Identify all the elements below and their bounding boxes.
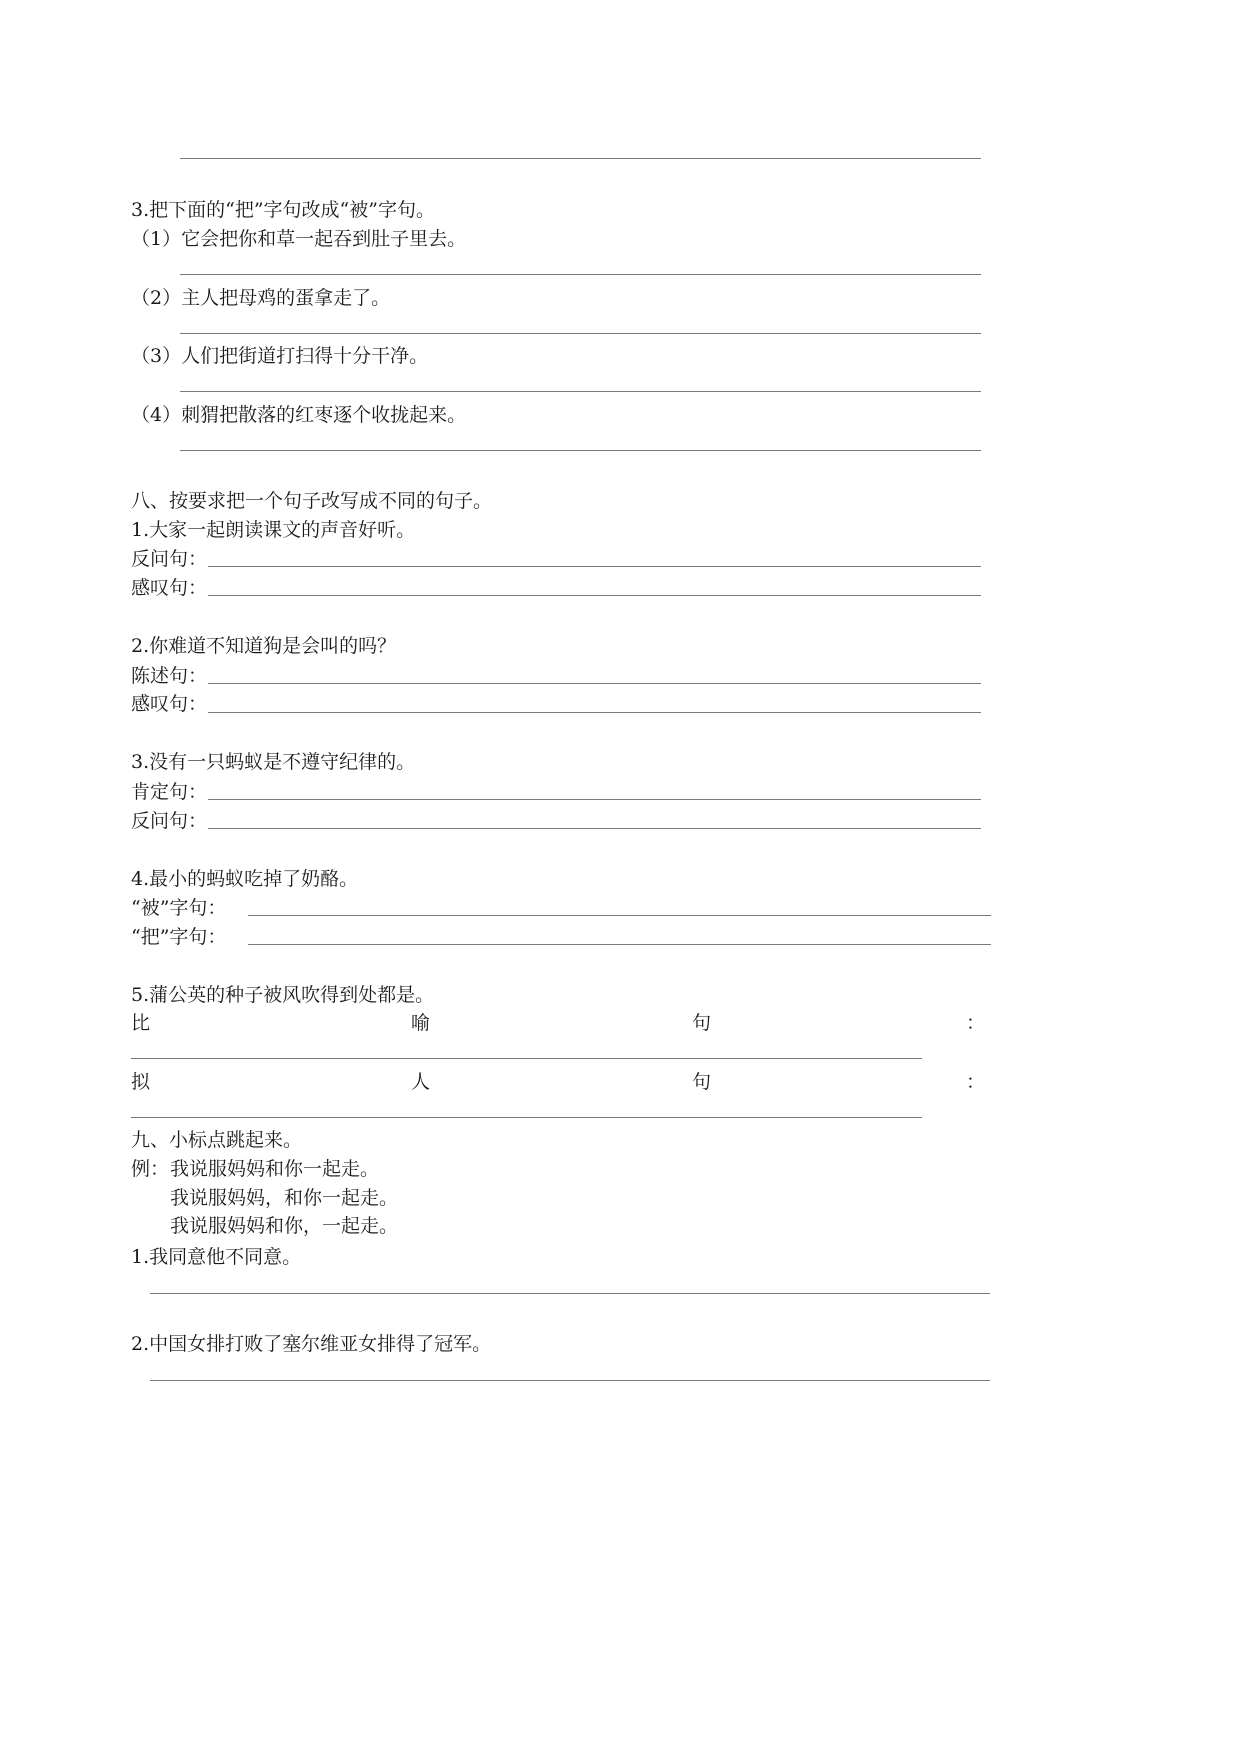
prompt-label: 陈述句： — [131, 665, 208, 687]
answer-line[interactable] — [248, 944, 991, 945]
prompt-char: 句 — [692, 1012, 712, 1034]
question-title: 3.把下面的“把”字句改成“被”字句。 — [131, 199, 435, 221]
question-sentence: 1.我同意他不同意。 — [131, 1246, 302, 1268]
answer-line[interactable] — [131, 1117, 922, 1118]
prompt-char: 拟 — [131, 1071, 151, 1093]
answer-line[interactable] — [180, 274, 981, 275]
question-sentence: 3.没有一只蚂蚁是不遵守纪律的。 — [131, 751, 416, 773]
answer-line[interactable] — [180, 158, 981, 159]
prompt-label: 感叹句： — [131, 693, 208, 715]
example-sentence: 我说服妈妈和你，一起走。 — [170, 1215, 399, 1237]
prompt-char: 句 — [692, 1071, 712, 1093]
prompt-char: 比 — [131, 1012, 151, 1034]
example-sentence: 我说服妈妈和你一起走。 — [170, 1158, 380, 1180]
prompt-char: ： — [966, 1012, 986, 1034]
answer-line[interactable] — [150, 1293, 990, 1294]
prompt-label: 反问句： — [131, 810, 208, 832]
answer-line[interactable] — [208, 566, 981, 567]
answer-line[interactable] — [248, 915, 991, 916]
question-item: （3）人们把街道打扫得十分干净。 — [131, 345, 429, 367]
question-sentence: 2.你难道不知道狗是会叫的吗？ — [131, 635, 397, 657]
answer-line[interactable] — [208, 683, 981, 684]
prompt-char: 人 — [411, 1071, 431, 1093]
answer-line[interactable] — [180, 391, 981, 392]
section-title: 八、按要求把一个句子改写成不同的句子。 — [131, 490, 493, 512]
answer-line[interactable] — [180, 333, 981, 334]
question-item: （1）它会把你和草一起吞到肚子里去。 — [131, 228, 467, 250]
prompt-label: “被”字句： — [131, 897, 227, 919]
section-title: 九、小标点跳起来。 — [131, 1129, 303, 1151]
question-sentence: 4.最小的蚂蚁吃掉了奶酪。 — [131, 868, 359, 890]
answer-line[interactable] — [208, 712, 981, 713]
answer-line[interactable] — [150, 1380, 990, 1381]
prompt-label: 肯定句： — [131, 781, 208, 803]
answer-line[interactable] — [131, 1058, 922, 1059]
question-item: （2）主人把母鸡的蛋拿走了。 — [131, 287, 391, 309]
question-sentence: 2.中国女排打败了塞尔维亚女排得了冠军。 — [131, 1333, 492, 1355]
answer-line[interactable] — [208, 828, 981, 829]
example-label: 例： — [131, 1158, 170, 1180]
question-item: （4）刺猬把散落的红枣逐个收拢起来。 — [131, 404, 467, 426]
prompt-char: 喻 — [411, 1012, 431, 1034]
prompt-label: 感叹句： — [131, 577, 208, 599]
question-sentence: 5.蒲公英的种子被风吹得到处都是。 — [131, 984, 435, 1006]
answer-line[interactable] — [208, 595, 981, 596]
prompt-label: 反问句： — [131, 548, 208, 570]
answer-line[interactable] — [180, 450, 981, 451]
answer-line[interactable] — [208, 799, 981, 800]
prompt-label: “把”字句： — [131, 926, 227, 948]
prompt-char: ： — [966, 1071, 986, 1093]
question-sentence: 1.大家一起朗读课文的声音好听。 — [131, 519, 416, 541]
example-sentence: 我说服妈妈，和你一起走。 — [170, 1187, 399, 1209]
